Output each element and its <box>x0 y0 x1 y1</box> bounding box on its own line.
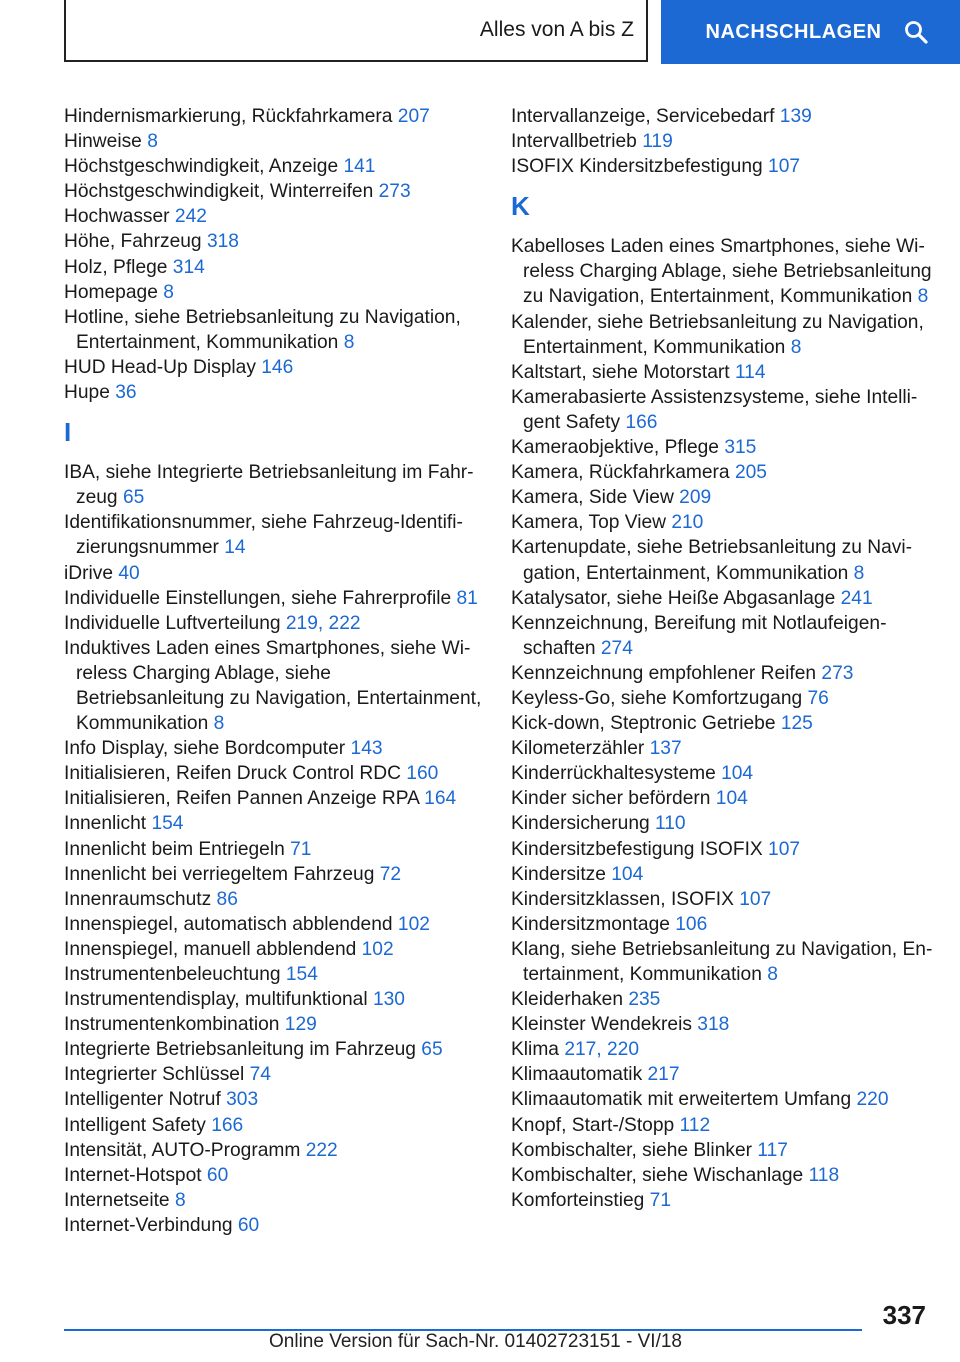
index-entry <box>64 510 484 560</box>
index-entry-text: Höhe, Fahrzeug <box>64 231 207 253</box>
index-entry-text: Kindersitzklassen, ISOFIX <box>511 888 740 910</box>
index-page-link[interactable]: 102 <box>397 913 430 935</box>
index-entry-text: Kamerabasierte Assistenzsysteme, siehe Intelligent Safety <box>511 386 918 433</box>
index-entry-text: Intelligenter Notruf <box>64 1089 227 1111</box>
index-page-link[interactable]: 117 <box>757 1139 788 1161</box>
index-page-link[interactable]: 106 <box>675 913 708 935</box>
index-entry-text: ISOFIX Kindersitzbefestigung <box>511 156 769 178</box>
index-entry-text: Kindersitzmontage <box>511 913 676 935</box>
footer-version-text: Online Version für Sach-Nr. 01402723151 - VI/18 <box>269 1331 682 1352</box>
index-page-link[interactable]: 104 <box>611 863 644 885</box>
index-page-link[interactable]: 36 <box>115 382 137 404</box>
index-entry-text: HUD Head-Up Display <box>64 356 262 378</box>
index-page-link[interactable]: 139 <box>779 106 812 127</box>
index-entry-text: Identifikationsnummer, siehe Fahrzeug-Identifizierungsnummer <box>64 512 463 559</box>
index-page-link[interactable]: 273 <box>378 181 411 203</box>
section-title: Alles von A bis Z <box>479 18 634 41</box>
index-page-link[interactable]: 318 <box>206 231 239 253</box>
index-entry <box>511 811 936 836</box>
index-entry <box>511 1062 936 1087</box>
index-entry <box>511 360 936 385</box>
index-entry-text: Internet-Verbindung <box>64 1214 238 1236</box>
index-entry <box>64 987 484 1012</box>
index-entry <box>511 736 936 761</box>
index-page-link[interactable]: 112 <box>679 1114 711 1136</box>
index-entry-text: Kamera, Rückfahrkamera <box>511 462 735 484</box>
index-entry <box>64 305 484 355</box>
index-entry-text: Instrumentenbeleuchtung <box>64 964 286 985</box>
index-page-link[interactable]: 273 <box>821 662 854 684</box>
index-entry-text: Kennzeichnung, Bereifung mit Notlaufeigenschaften <box>511 612 887 659</box>
index-page-link[interactable]: 8 <box>790 336 802 358</box>
index-entry <box>64 280 484 305</box>
index-entry-text: Instrumentenkombination <box>64 1014 285 1036</box>
index-page-link[interactable]: 81 <box>456 587 478 609</box>
index-letter-heading: K <box>511 191 530 222</box>
index-entry <box>64 811 484 836</box>
index-page-link[interactable]: 8 <box>343 331 355 353</box>
index-page-link[interactable]: 8 <box>917 286 929 308</box>
index-entry-text: Kick-down, Steptronic Getriebe <box>511 713 781 735</box>
index-page-link[interactable]: 60 <box>237 1214 260 1236</box>
index-entry-text: Kamera, Side View <box>511 487 680 509</box>
index-entry-text: Initialisieren, Reifen Pannen Anzeige RPA <box>64 788 425 810</box>
index-entry <box>64 460 484 510</box>
index-column-left <box>64 104 484 1238</box>
index-entry <box>64 1037 484 1062</box>
index-entry-text: Integrierte Betriebsanleitung im Fahrzeug <box>64 1039 422 1061</box>
index-entry <box>64 154 484 179</box>
index-entry <box>64 104 484 129</box>
index-page-link[interactable]: 118 <box>808 1164 840 1186</box>
index-page-link[interactable]: 207 <box>397 106 430 127</box>
index-page-link[interactable]: 8 <box>213 713 225 735</box>
index-entry-text: Info Display, siehe Bordcomputer <box>64 738 351 760</box>
index-entry <box>511 586 936 611</box>
index-entry <box>511 104 936 129</box>
index-page-link[interactable]: 102 <box>361 938 394 960</box>
index-page-link[interactable]: 114 <box>734 361 766 383</box>
index-entry <box>511 761 936 786</box>
index-page-link[interactable]: 217, 220 <box>564 1039 640 1061</box>
index-entry <box>64 1062 484 1087</box>
index-page-link[interactable]: 318 <box>697 1014 730 1036</box>
index-page-link[interactable]: 210 <box>671 512 704 534</box>
index-entry-text: Internetseite <box>64 1189 175 1211</box>
index-page-link[interactable]: 166 <box>625 411 658 433</box>
index-letter-heading: I <box>64 417 72 448</box>
index-entry-text: Kennzeichnung empfohlener Reifen <box>511 662 822 684</box>
index-entry <box>64 380 484 405</box>
index-page-link[interactable]: 8 <box>767 964 778 985</box>
index-page-link[interactable]: 104 <box>715 788 748 810</box>
index-entry-text: Homepage <box>64 281 164 303</box>
index-entry <box>511 611 936 661</box>
index-entry <box>511 129 936 154</box>
index-entry-text: Intervallbetrieb <box>511 131 643 153</box>
index-entry <box>64 912 484 937</box>
index-entry <box>64 887 484 912</box>
index-entry <box>511 887 936 912</box>
index-page-link[interactable]: 65 <box>421 1039 443 1061</box>
index-page-link[interactable]: 8 <box>853 562 865 584</box>
index-page-link[interactable]: 129 <box>284 1014 317 1036</box>
index-entry-text: Kamera, Top View <box>511 512 672 534</box>
index-entry-text: Innenspiegel, automatisch abblendend <box>64 913 398 935</box>
index-page-link[interactable]: 164 <box>424 788 457 810</box>
index-entry <box>511 987 936 1012</box>
index-entry-text: Kombischalter, siehe Wischanlage <box>511 1164 809 1186</box>
index-entry-text: Kinderrückhaltesysteme <box>511 763 722 785</box>
index-entry-text: Hupe <box>64 382 116 404</box>
index-entry <box>511 385 936 435</box>
index-entry <box>511 686 936 711</box>
index-page-link[interactable]: 104 <box>721 763 754 785</box>
page-number: 337 <box>882 1300 926 1330</box>
index-entry-text: IBA, siehe Integrierte Betriebsanleitung im Fahrzeug <box>64 462 474 509</box>
page-header <box>0 0 960 66</box>
index-entry-text: Individuelle Luftverteilung <box>64 612 286 634</box>
index-entry-text: Hochwasser <box>64 206 175 228</box>
index-entry <box>511 711 936 736</box>
index-page-link[interactable]: 8 <box>163 281 174 303</box>
index-page-link[interactable]: 65 <box>122 487 145 509</box>
index-page-link[interactable]: 107 <box>768 838 801 860</box>
index-entry-text: Initialisieren, Reifen Druck Control RDC <box>64 763 407 785</box>
index-entry-text: Innenspiegel, manuell abblendend <box>64 938 362 960</box>
index-entry <box>64 837 484 862</box>
index-page-link[interactable]: 72 <box>379 863 402 885</box>
index-entry <box>64 1188 484 1213</box>
index-entry <box>511 912 936 937</box>
index-page-link[interactable]: 205 <box>734 462 767 484</box>
index-page-link[interactable]: 242 <box>174 206 207 228</box>
index-entry <box>511 862 936 887</box>
index-page-link[interactable]: 14 <box>224 537 246 559</box>
index-entry-text: Intensität, AUTO-Programm <box>64 1139 306 1161</box>
index-page-link[interactable]: 86 <box>216 888 238 910</box>
index-entry-text: Kameraobjektive, Pflege <box>511 437 725 459</box>
nav-label: NACHSCHLAGEN <box>705 20 882 43</box>
index-entry <box>511 1087 936 1112</box>
index-entry <box>64 736 484 761</box>
index-entry-text: Kilometerzähler <box>511 738 650 760</box>
index-entry <box>511 1138 936 1163</box>
index-entry-text: Innenraumschutz <box>64 888 217 910</box>
index-entry-text: Klang, siehe Betriebsanleitung zu Navigation, Entertainment, Kommunikation <box>511 938 933 985</box>
index-page-link[interactable]: 217 <box>647 1064 680 1086</box>
index-entry <box>64 204 484 229</box>
index-entry <box>64 862 484 887</box>
index-entry-text: Innenlicht bei verriegeltem Fahrzeug <box>64 863 380 885</box>
index-entry <box>64 761 484 786</box>
index-entry <box>64 962 484 987</box>
index-entry-text: Kalender, siehe Betriebsanleitung zu Navigation, Entertainment, Kommunikation <box>511 311 924 358</box>
index-entry <box>511 937 936 987</box>
index-entry <box>64 1163 484 1188</box>
index-page-link[interactable]: 219, 222 <box>285 612 361 634</box>
index-entry <box>64 586 484 611</box>
index-entry <box>64 1087 484 1112</box>
index-entry <box>511 1012 936 1037</box>
index-entry-text: Komforteinstieg <box>511 1189 650 1211</box>
index-entry <box>64 355 484 380</box>
index-page-link[interactable]: 154 <box>151 813 184 835</box>
index-page-link[interactable]: 141 <box>343 156 376 178</box>
index-page-link[interactable]: 303 <box>226 1089 259 1111</box>
index-page-link[interactable]: 146 <box>261 356 294 378</box>
index-entry-text: Klima <box>511 1039 565 1061</box>
index-entry <box>511 535 936 585</box>
index-entry <box>511 1113 936 1138</box>
index-page-link[interactable]: 8 <box>174 1189 186 1211</box>
index-column-right <box>511 104 936 1213</box>
index-entry-text: Intervallanzeige, Servicebedarf <box>511 106 780 127</box>
index-page-link[interactable]: 154 <box>285 964 318 985</box>
index-entry <box>511 310 936 360</box>
index-entry-text: Intelligent Safety <box>64 1114 212 1136</box>
index-page-link[interactable]: 71 <box>290 838 312 860</box>
index-entry <box>511 1188 936 1213</box>
index-entry <box>511 1163 936 1188</box>
index-page-link[interactable]: 110 <box>655 813 686 835</box>
index-entry-text: Kindersitze <box>511 863 612 885</box>
index-page-link[interactable]: 222 <box>305 1139 338 1161</box>
index-entry-text: Kleiderhaken <box>511 989 629 1011</box>
index-entry-text: Kleinster Wendekreis <box>511 1014 698 1036</box>
index-entry-text: Höchstgeschwindigkeit, Anzeige <box>64 156 344 178</box>
index-entry-text: Innenlicht <box>64 813 152 835</box>
index-page-link[interactable]: 220 <box>856 1089 889 1111</box>
index-page-link[interactable]: 76 <box>807 687 829 709</box>
nav-tab-nachschlagen[interactable] <box>661 0 960 64</box>
index-entry <box>511 234 936 309</box>
index-entry <box>64 611 484 636</box>
index-entry <box>64 561 484 586</box>
index-page-link[interactable]: 166 <box>211 1114 244 1136</box>
index-entry <box>64 229 484 254</box>
index-entry <box>64 1213 484 1238</box>
index-entry-text: Klimaautomatik <box>511 1064 648 1086</box>
index-entry-text: Kindersicherung <box>511 813 655 835</box>
index-entry-text: Kabelloses Laden eines Smartphones, siehe Wireless Charging Ablage, siehe Betriebsanleitung zu Navigation, Entertainment, Kommunikation <box>511 236 932 308</box>
index-entry-text: Hotline, siehe Betriebsanleitung zu Navigation, Entertainment, Kommunikation <box>64 306 461 353</box>
index-entry <box>511 510 936 535</box>
index-entry <box>64 937 484 962</box>
index-entry <box>511 786 936 811</box>
index-page-link[interactable]: 235 <box>628 989 661 1011</box>
index-page-link[interactable]: 125 <box>780 713 813 735</box>
index-page-link[interactable]: 60 <box>206 1164 229 1186</box>
index-entry-text: Höchstgeschwindigkeit, Winterreifen <box>64 181 379 203</box>
index-entry <box>511 435 936 460</box>
index-page-link[interactable]: 119 <box>642 131 673 153</box>
index-page-link[interactable]: 209 <box>679 487 712 509</box>
index-entry <box>64 1138 484 1163</box>
index-entry-text: Instrumentendisplay, multifunktional <box>64 989 373 1011</box>
index-page-link[interactable]: 143 <box>350 738 383 760</box>
index-page-link[interactable]: 74 <box>249 1064 271 1086</box>
index-entry-text: Kartenupdate, siehe Betriebsanleitung zu Navigation, Entertainment, Kommunikation <box>511 537 913 584</box>
index-entry-text: iDrive <box>64 562 119 584</box>
index-entry <box>64 255 484 280</box>
index-entry-text: Knopf, Start-/Stopp <box>511 1114 680 1136</box>
index-page-link[interactable]: 107 <box>768 156 801 178</box>
index-entry <box>64 1012 484 1037</box>
index-entry <box>511 1037 936 1062</box>
index-page-link[interactable]: 274 <box>600 637 633 659</box>
index-page-link[interactable]: 315 <box>724 437 757 459</box>
index-page-link[interactable]: 130 <box>372 989 405 1011</box>
index-entry-text: Klimaautomatik mit erweitertem Umfang <box>511 1089 857 1111</box>
index-entry <box>511 485 936 510</box>
index-entry-text: Individuelle Einstellungen, siehe Fahrerprofile <box>64 587 457 609</box>
index-page-link[interactable]: 107 <box>739 888 772 910</box>
index-entry <box>511 661 936 686</box>
section-tab[interactable] <box>64 0 648 62</box>
index-entry-text: Keyless-Go, siehe Komfortzugang <box>511 687 808 709</box>
index-entry <box>64 786 484 811</box>
index-entry-text: Hindernismarkierung, Rückfahrkamera <box>64 106 398 127</box>
index-page-link[interactable]: 241 <box>840 587 873 609</box>
index-entry-text: Kombischalter, siehe Blinker <box>511 1139 758 1161</box>
index-entry-text: Kindersitzbefestigung ISOFIX <box>511 838 769 860</box>
index-entry-text: Induktives Laden eines Smartphones, siehe Wireless Charging Ablage, siehe Betriebsanleitung zu Navigation, Entertainment, Kommunikation <box>64 637 482 735</box>
index-page-link[interactable]: 71 <box>649 1189 671 1211</box>
index-page-link[interactable]: 160 <box>406 763 439 785</box>
index-entry <box>64 129 484 154</box>
index-entry <box>511 837 936 862</box>
index-entry <box>64 1113 484 1138</box>
index-page-link[interactable]: 314 <box>172 256 205 278</box>
index-entry-text: Integrierter Schlüssel <box>64 1064 250 1086</box>
index-entry-text: Internet-Hotspot <box>64 1164 207 1186</box>
search-icon[interactable] <box>904 20 928 44</box>
index-entry-text: Kinder sicher befördern <box>511 788 716 810</box>
index-page-link[interactable]: 137 <box>649 738 682 760</box>
index-entry-text: Kaltstart, siehe Motorstart <box>511 361 735 383</box>
index-entry-text: Hinweise <box>64 131 148 153</box>
index-page-link[interactable]: 8 <box>147 131 158 153</box>
index-entry-text: Innenlicht beim Entriegeln <box>64 838 291 860</box>
index-entry-text: Katalysator, siehe Heiße Abgasanlage <box>511 587 841 609</box>
index-entry <box>511 460 936 485</box>
index-entry-text: Holz, Pflege <box>64 256 173 278</box>
index-entry <box>64 636 484 736</box>
index-entry <box>64 179 484 204</box>
index-page-link[interactable]: 40 <box>118 562 140 584</box>
index-entry <box>511 154 936 179</box>
